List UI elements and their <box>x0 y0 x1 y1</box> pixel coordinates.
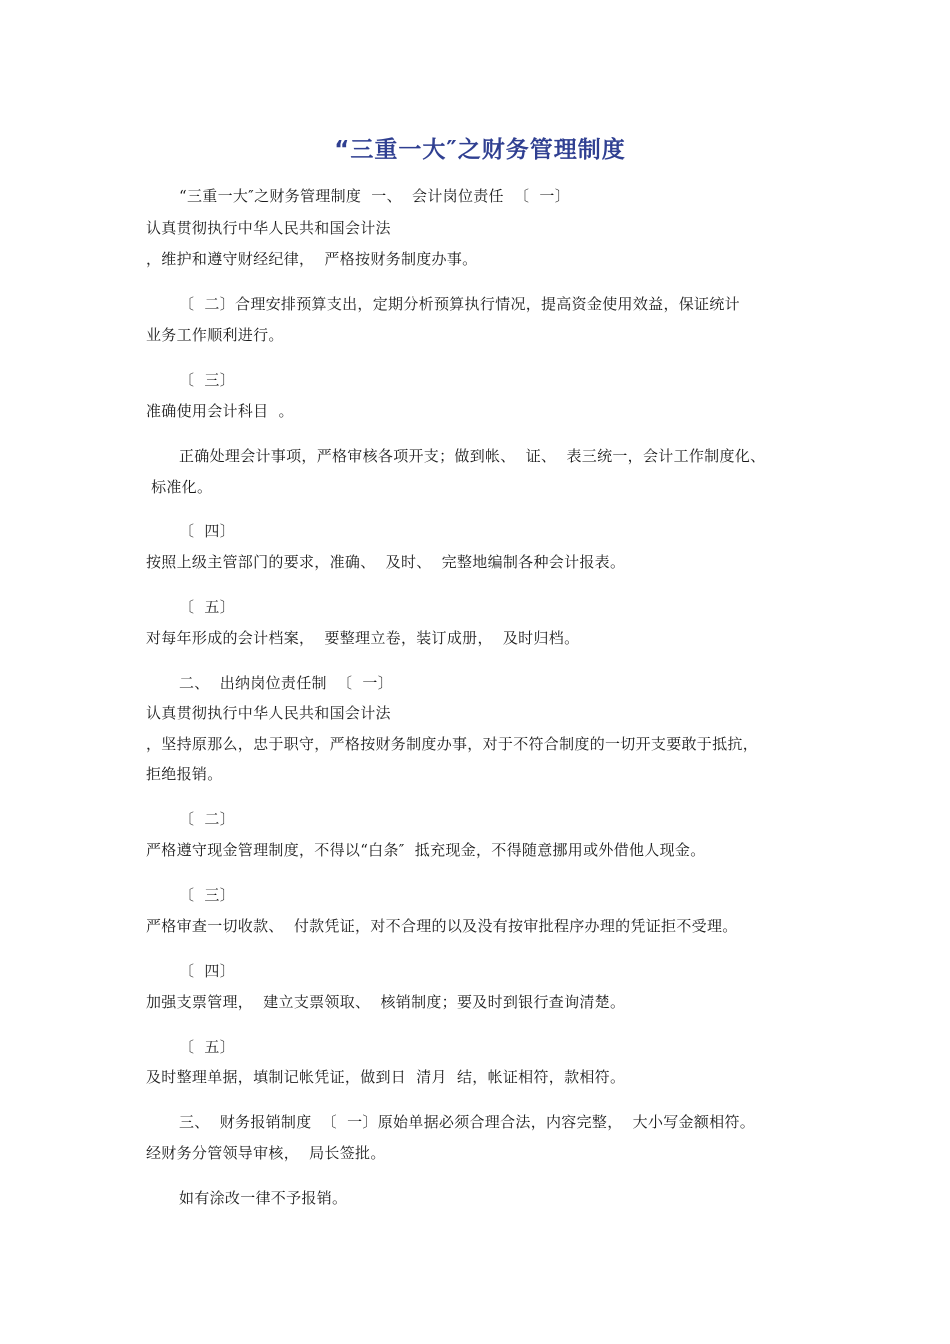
text-line: 如有涂改一律不予报销。 <box>179 1189 348 1207</box>
text-line: 认真贯彻执行中华人民共和国会计法 <box>146 219 391 237</box>
item-marker: 〔 五〕 <box>179 1038 236 1056</box>
text-line: 〔 二〕合理安排预算支出，定期分析预算执行情况，提高资金使用效益，保证统计 <box>179 295 740 313</box>
document-title: “三重一大″之财务管理制度 <box>334 137 626 163</box>
item-marker: 〔 五〕 <box>179 598 236 616</box>
text-line: 准确使用会计科目 。 <box>146 402 294 420</box>
text-line: 严格遵守现金管理制度，不得以“白条″ 抵充现金，不得随意挪用或外借他人现金。 <box>146 841 706 859</box>
text-line: 正确处理会计事项，严格审核各项开支；做到帐、 证、 表三统一，会计工作制度化、 <box>179 447 766 465</box>
item-marker: 〔 三〕 <box>179 371 236 389</box>
text-line: 加强支票管理， 建立支票领取、 核销制度；要及时到银行查询清楚。 <box>146 993 626 1011</box>
item-marker: 〔 四〕 <box>179 522 236 540</box>
item-marker: 〔 三〕 <box>179 886 236 904</box>
text-line: ，坚持原那么，忠于职守，严格按财务制度办事，对于不符合制度的一切开支要敢于抵抗， <box>146 735 759 753</box>
section-2-heading: 二、 出纳岗位责任制 〔 一〕 <box>179 674 394 692</box>
section-1-heading: “三重一大″之财务管理制度 一、 会计岗位责任 〔 一〕 <box>179 187 571 205</box>
text-line: ，维护和遵守财经纪律， 严格按财务制度办事。 <box>146 250 478 268</box>
text-line: 对每年形成的会计档案， 要整理立卷，装订成册， 及时归档。 <box>146 629 580 647</box>
item-marker: 〔 二〕 <box>179 810 236 828</box>
text-line: 业务工作顺利进行。 <box>146 326 284 344</box>
text-line: 按照上级主管部门的要求，准确、 及时、 完整地编制各种会计报表。 <box>146 553 626 571</box>
section-3-heading: 三、 财务报销制度 〔 一〕原始单据必须合理合法，内容完整， 大小写金额相符。 <box>179 1113 756 1131</box>
text-line: 拒绝报销。 <box>146 765 223 783</box>
text-line: 严格审查一切收款、 付款凭证，对不合理的以及没有按审批程序办理的凭证拒不受理。 <box>146 917 738 935</box>
item-marker: 〔 四〕 <box>179 962 236 980</box>
text-line: 标准化。 <box>146 478 213 496</box>
text-line: 经财务分管领导审核， 局长签批。 <box>146 1144 386 1162</box>
text-line: 及时整理单据，填制记帐凭证，做到日 清月 结，帐证相符，款相符。 <box>146 1068 626 1086</box>
text-line: 认真贯彻执行中华人民共和国会计法 <box>146 704 391 722</box>
